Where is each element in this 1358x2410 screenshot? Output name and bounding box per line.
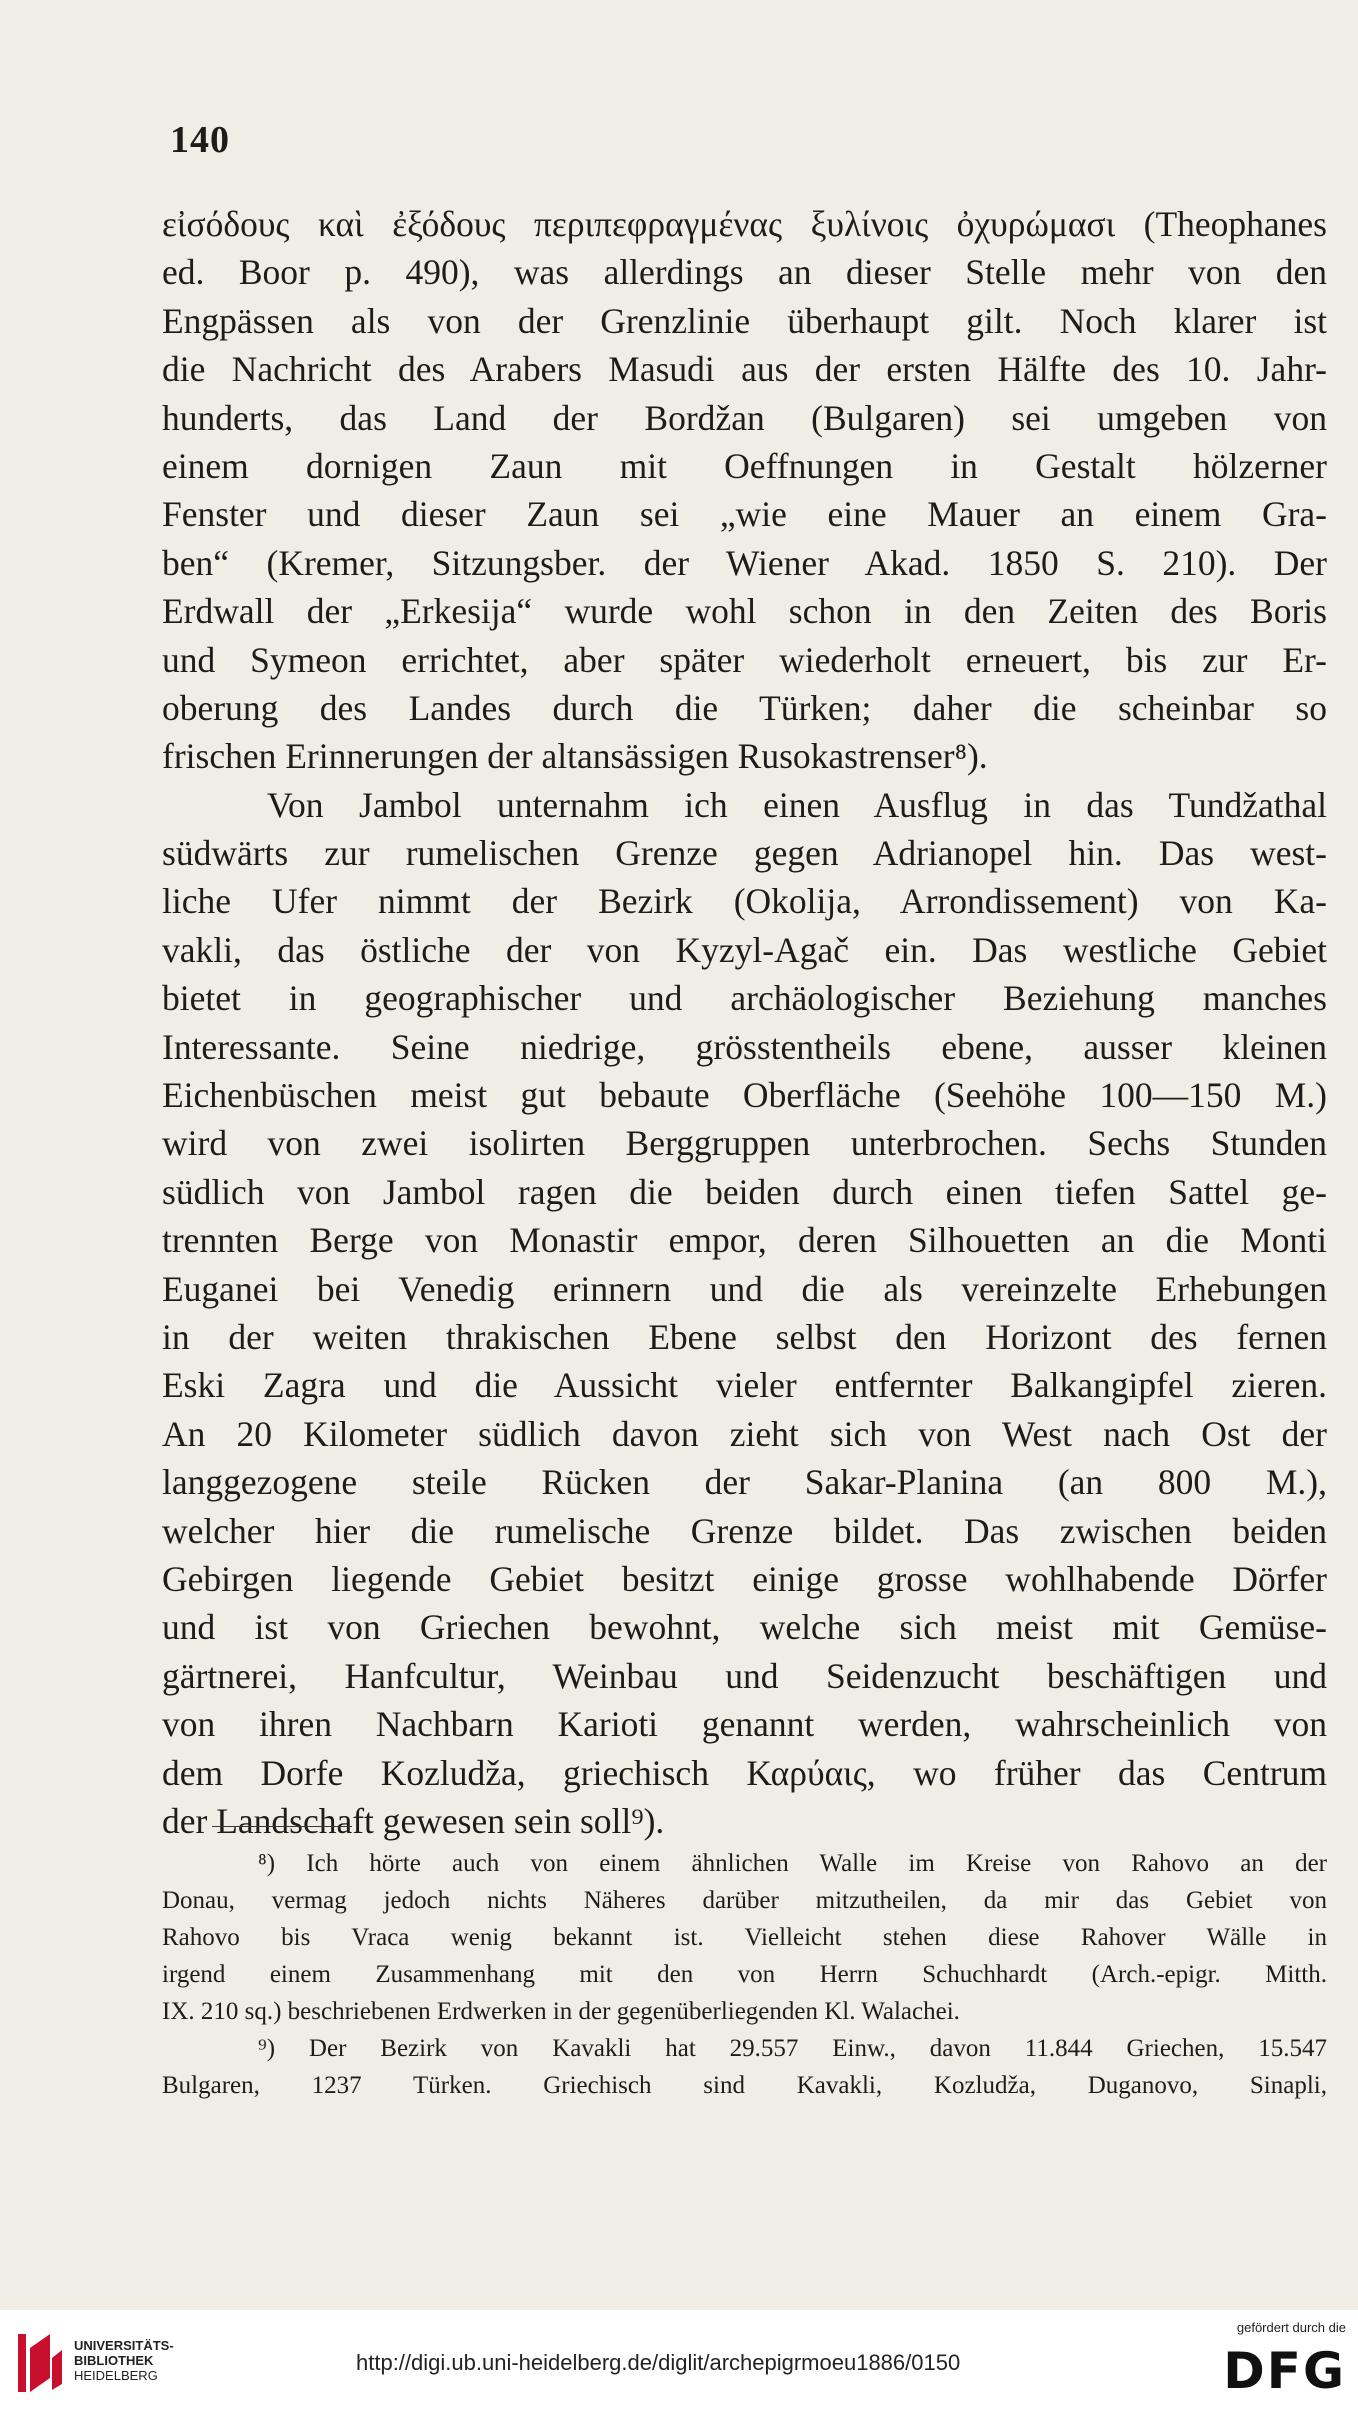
text-line: An 20 Kilometer südlich davon zieht sich von West nach Ost der <box>162 1413 1327 1454</box>
text-line: vakli, das östliche der von Kyzyl-Agač ein. Das westliche Gebiet <box>162 929 1327 970</box>
text-line: langgezogene steile Rücken der Sakar-Planina (an 800 M.), <box>162 1462 1327 1503</box>
text-line: gärtnerei, Hanfcultur, Weinbau und Seidenzucht beschäftigen und <box>162 1655 1327 1696</box>
permalink-url[interactable]: http://digi.ub.uni-heidelberg.de/diglit/archepigrmoeu1886/0150 <box>356 2350 961 2375</box>
text-line: Erdwall der „Erkesija“ wurde wohl schon in den Zeiten des Boris <box>162 591 1327 632</box>
text-line: und ist von Griechen bewohnt, welche sich meist mit Gemüse- <box>162 1607 1327 1648</box>
text-line: εἰσόδους καὶ ἐξόδους περιπεφραγμένας ξυλίνοις ὀχυρώμασι (Theophanes <box>162 204 1327 244</box>
text-line: hunderts, das Land der Bordžan (Bulgaren) sei umgeben von <box>162 397 1327 438</box>
library-name <box>74 2338 174 2383</box>
text-line: welcher hier die rumelische Grenze bildet. Das zwischen beiden <box>162 1510 1327 1551</box>
text-line: der Landschaft gewesen sein soll⁹). <box>162 1800 665 1841</box>
library-name-line: UNIVERSITÄTS- <box>74 2338 174 2353</box>
dfg-logo: DFG <box>1223 2342 1346 2400</box>
footnote-line: ⁸) Ich hörte auch von einem ähnlichen Walle im Kreise von Rahovo an der <box>258 1850 1327 1877</box>
page-number: 140 <box>170 119 230 161</box>
funding-caption: gefördert durch die <box>1236 2320 1346 2335</box>
text-line: und Symeon errichtet, aber später wiederholt erneuert, bis zur Er- <box>162 639 1327 680</box>
text-line: südwärts zur rumelischen Grenze gegen Adrianopel hin. Das west- <box>162 833 1327 874</box>
text-line: in der weiten thrakischen Ebene selbst den Horizont des fernen <box>162 1316 1327 1357</box>
text-line: wird von zwei isolirten Berggruppen unterbrochen. Sechs Stunden <box>162 1123 1327 1164</box>
text-line: von ihren Nachbarn Karioti genannt werden, wahrscheinlich von <box>162 1704 1327 1745</box>
body-text <box>162 200 1327 1845</box>
footnote-line: irgend einem Zusammenhang mit den von Herrn Schuchhardt (Arch.-epigr. Mitth. <box>162 1961 1327 1988</box>
text-line: oberung des Landes durch die Türken; daher die scheinbar so <box>162 687 1327 728</box>
text-line: einem dornigen Zaun mit Oeffnungen in Gestalt hölzerner <box>162 445 1327 486</box>
text-line: Fenster und dieser Zaun sei „wie eine Mauer an einem Gra- <box>162 494 1327 535</box>
text-line: liche Ufer nimmt der Bezirk (Okolija, Arrondissement) von Ka- <box>162 881 1327 922</box>
text-line: bietet in geographischer und archäologischer Beziehung manches <box>162 978 1327 1019</box>
footnote-line: Donau, vermag jedoch nichts Näheres darüber mitzutheilen, da mir das Gebiet von <box>162 1887 1327 1914</box>
text-line: dem Dorfe Kozludža, griechisch Καρύαις, wo früher das Centrum <box>162 1752 1327 1793</box>
footnotes <box>162 1845 1327 2104</box>
text-line: Von Jambol unternahm ich einen Ausflug in das Tundžathal <box>267 784 1327 825</box>
text-line: ben“ (Kremer, Sitzungsber. der Wiener Akad. 1850 S. 210). Der <box>162 542 1327 583</box>
text-line: Interessante. Seine niedrige, grösstentheils ebene, ausser kleinen <box>162 1026 1327 1067</box>
footnote-divider <box>212 1826 352 1827</box>
text-line: Euganei bei Venedig erinnern und die als vereinzelte Erhebungen <box>162 1268 1327 1309</box>
university-library-logo-icon <box>14 2328 64 2396</box>
footnote-line: Bulgaren, 1237 Türken. Griechisch sind Kavakli, Kozludža, Duganovo, Sinapli, <box>162 2072 1327 2099</box>
text-line: Engpässen als von der Grenzlinie überhaupt gilt. Noch klarer ist <box>162 300 1327 341</box>
text-line: südlich von Jambol ragen die beiden durch einen tiefen Sattel ge- <box>162 1171 1327 1212</box>
text-line: ed. Boor p. 490), was allerdings an dieser Stelle mehr von den <box>162 252 1327 293</box>
text-line: Eski Zagra und die Aussicht vieler entfernter Balkangipfel zieren. <box>162 1365 1327 1406</box>
viewer-footer <box>0 2310 1358 2410</box>
footnote-line: ⁹) Der Bezirk von Kavakli hat 29.557 Einw., davon 11.844 Griechen, 15.547 <box>258 2035 1327 2062</box>
text-line: die Nachricht des Arabers Masudi aus der ersten Hälfte des 10. Jahr- <box>162 349 1327 390</box>
text-line: Gebirgen liegende Gebiet besitzt einige grosse wohlhabende Dörfer <box>162 1558 1327 1599</box>
text-line: frischen Erinnerungen der altansässigen Rusokastrenser⁸). <box>162 736 988 777</box>
footnote-line: Rahovo bis Vraca wenig bekannt ist. Vielleicht stehen diese Rahover Wälle in <box>162 1924 1327 1951</box>
footnote-line: IX. 210 sq.) beschriebenen Erdwerken in der gegenüberliegenden Kl. Walachei. <box>162 1998 960 2025</box>
text-line: Eichenbüschen meist gut bebaute Oberfläche (Seehöhe 100—150 M.) <box>162 1075 1327 1116</box>
library-name-line: HEIDELBERG <box>74 2368 158 2383</box>
library-name-line: BIBLIOTHEK <box>74 2353 154 2368</box>
text-line: trennten Berge von Monastir empor, deren Silhouetten an die Monti <box>162 1220 1327 1261</box>
